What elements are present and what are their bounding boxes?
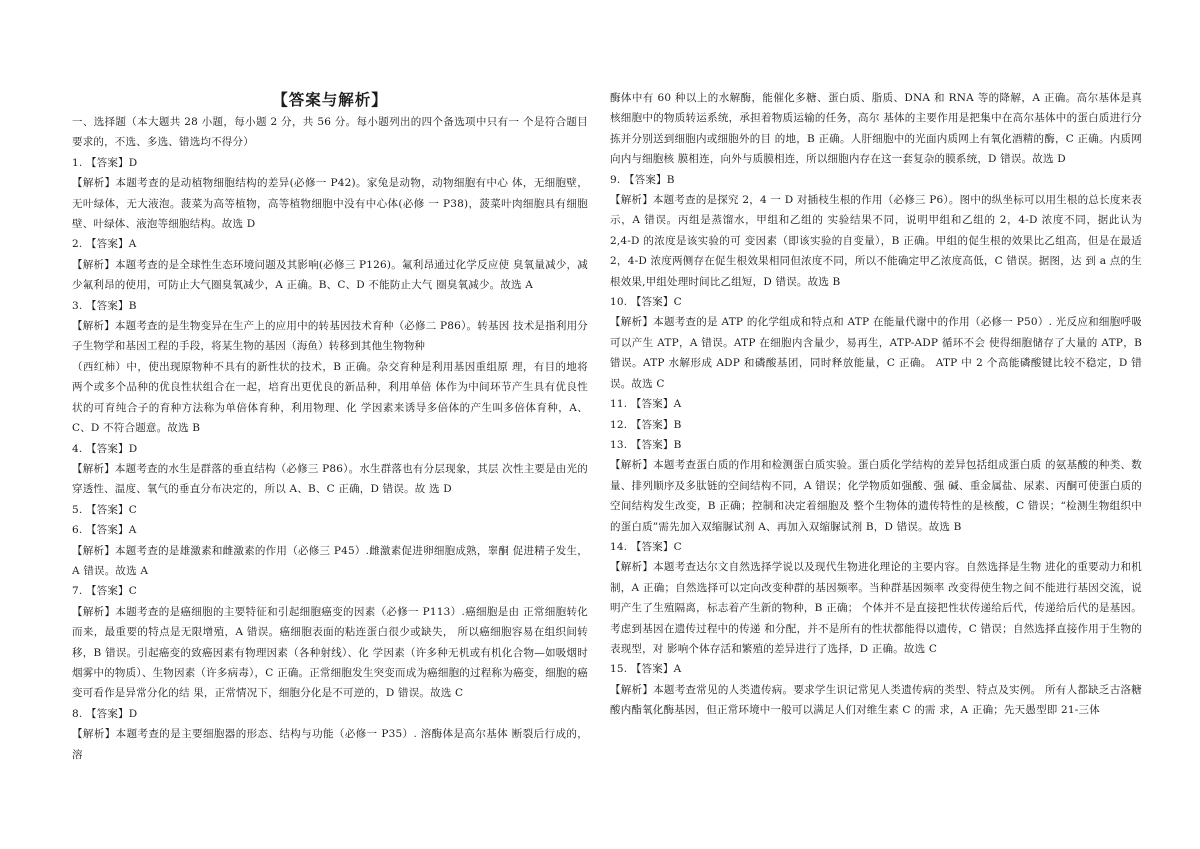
answer-line: 7. 【答案】C — [72, 585, 137, 598]
explanation-paragraph: 【解析】本题考查的是全球性生态环境问题及其影响(必修三 P126)。氟利昂通过化学反应使 臭氧量减少，减少氟利昂的使用，可防止大气圈臭氧减少，A 正确。B、C、D 不能防止大气 圈臭氧减少。故选 A — [72, 258, 588, 292]
answer-line: 9. 【答案】B — [610, 173, 675, 186]
explanation-paragraph: 酶体中有 60 种以上的水解酶，能催化多糖、蛋白质、脂质、DNA 和 RNA 等的降解，A 正确。高尔基体是真核细胞中的物质转运系统，承担着物质运输的任务，高尔 基体的主要作用是把集中在高尔基体中的蛋白质进行分拣并分别送到细胞内或细胞外的目 的地，B 正确。人肝细胞中的光面内质网上有氧化酒精的酶，C 正确。内质网向内与细胞核 膜相连，向外与质膜相连，所以细胞内存在这一套复杂的膜系统，D 错误。故选 D — [610, 92, 1142, 166]
explanation-paragraph: 【解析】本题考查的是探究 2，4 一 D 对插枝生根的作用（必修三 P6）。图中的纵坐标可以用生根的总长度来表示，A 错误。丙组是蒸馏水，甲组和乙组的 实验结果不同，说明甲组和乙组的 2，4-D 浓度不同，据此认为 2,4-D 的浓度是该实验的可 变因素（即该实验的自变量），B 正确。甲组的促生根的效果比乙组高，但是在最适 2，4-D 浓度两侧存在促生根效果相同但浓度不同，所以不能确定甲乙浓度高低，C 错误。据图，达 到 a 点的生根效果,甲组处理时间比乙组短，D 错误。故选 B — [610, 194, 1142, 288]
left-column — [72, 88, 588, 765]
explanation-paragraph: 【解析】本题考查的是主要细胞器的形态、结构与功能（必修一 P35）. 溶酶体是高尔基体 断裂后行成的，溶 — [72, 728, 588, 761]
answer-line: 10. 【答案】C — [610, 296, 682, 309]
explanation-paragraph: 【解析】本题考查蛋白质的作用和检测蛋白质实验。蛋白质化学结构的差异包括组成蛋白质 的氨基酸的种类、数量、排列顺序及多肽链的空间结构不同，A 错误；化学物质如强酸、强 碱、重金属盐、尿素、丙酮可使蛋白质的空间结构发生改变，B 正确；控制和决定着细胞及 整个生物体的遗传特性的是核酸，C 错误；“检测生物组织中的蛋白质”需先加入双缩脲试剂 A、再加入双缩脲试剂 B，D 错误。故选 B — [610, 459, 1142, 533]
explanation-paragraph: 【解析】本题考查的是动植物细胞结构的差异(必修一 P42)。家兔是动物，动物细胞有中心 体，无细胞壁，无叶绿体，无大液泡。菠菜为高等植物，高等植物细胞中没有中心体(必修 一 P38)，菠菜叶肉细胞具有细胞壁、叶绿体、液泡等细胞结构。故选 D — [72, 177, 588, 231]
answer-line: 5. 【答案】C — [72, 503, 137, 516]
explanation-paragraph: 【解析】本题考查的是雄激素和雌激素的作用（必修三 P45）.雌激素促进卵细胞成熟，睾酮 促进精子发生，A 错误。故选 A — [72, 544, 588, 577]
answer-line: 13. 【答案】B — [610, 438, 682, 451]
explanation-paragraph: （西红柿）中，使出现原物种不具有的新性状的技术，B 正确。杂交育种是利用基因重组原 理，有目的地将两个或多个品种的优良性状组合在一起，培育出更优良的新品种，利用单倍 体作为中间环节产生具有优良性状的可育纯合子的育种方法称为单倍体育种，利用物理、化 学因素来诱导多倍体的产生叫多倍体育种，A、C、D 不符合题意。故选 B — [72, 360, 588, 435]
right-column — [610, 88, 1142, 721]
explanation-paragraph: 【解析】本题考查的是生物变异在生产上的应用中的转基因技术育种（必修二 P86）。转基因 技术是指利用分子生物学和基因工程的手段，将某生物的基因（海鱼）转移到其他生物物种 — [72, 320, 588, 353]
answer-line: 1. 【答案】D — [72, 156, 138, 169]
answer-line: 14. 【答案】C — [610, 540, 682, 553]
answer-line: 15. 【答案】A — [610, 663, 682, 676]
section-heading: 一、选择题（本大题共 28 小题，每小题 2 分，共 56 分。每小题列出的四个备选项中只有一 个是符合题目要求的，不选、多选、错选均不得分） — [72, 116, 588, 149]
page-title: 【答案与解析】 — [272, 91, 388, 109]
explanation-paragraph: 【解析】本题考查达尔文自然选择学说以及现代生物进化理论的主要内容。自然选择是生物 进化的重要动力和机制，A 正确；自然选择可以定向改变种群的基因频率。当种群基因频率 改变得使生物之间不能进行基因交流，说明产生了生殖隔离，标志着产生新的物种，B 正确； 个体并不是直接把性状传递给后代，传递给后代的是基因。考虑到基因在遗传过程中的传递 和分配，并不是所有的性状都能得以遗传，C 错误；自然选择直接作用于生物的表现型，对 影响个体存活和繁殖的差异进行了选择，D 正确。故选 C — [610, 561, 1142, 655]
answer-line: 4. 【答案】D — [72, 442, 138, 455]
answer-line: 2. 【答案】A — [72, 238, 137, 251]
answer-line: 8. 【答案】D — [72, 707, 138, 720]
answer-line: 6. 【答案】A — [72, 524, 137, 537]
answer-line: 11. 【答案】A — [610, 398, 682, 411]
answer-line: 3. 【答案】B — [72, 299, 137, 312]
answer-line: 12. 【答案】B — [610, 418, 682, 431]
explanation-paragraph: 【解析】本题考查的水生是群落的垂直结构（必修三 P86）。水生群落也有分层现象，其层 次性主要是由光的穿透性、温度、氧气的垂直分布决定的，所以 A、B、C 正确，D 错误。故 选 D — [72, 462, 588, 496]
explanation-paragraph: 【解析】本题考查的是 ATP 的化学组成和特点和 ATP 在能量代谢中的作用（必修一 P50）. 光反应和细胞呼吸可以产生 ATP，A 错误。ATP 在细胞内含量少，易再生，ATP-ADP 循环不会 使得细胞储存了大量的 ATP，B 错误。ATP 水解形成 ADP 和磷酸基团，同时释放能量，C 正确。 ATP 中 2 个高能磷酸键比较不稳定，D 错误。故选 C — [610, 316, 1142, 390]
explanation-paragraph: 【解析】本题考查常见的人类遗传病。要求学生识记常见人类遗传病的类型、特点及实例。 所有人都缺乏古洛糖酸内酯氧化酶基因，但正常环境中一般可以满足人们对维生素 C 的需 求，A 正确；先天愚型即 21-三体 — [610, 683, 1142, 717]
explanation-paragraph: 【解析】本题考查的是癌细胞的主要特征和引起细胞癌变的因素（必修一 P113）.癌细胞是由 正常细胞转化而来，最重要的特点是无限增殖，A 错误。癌细胞表面的粘连蛋白很少或缺失， 所以癌细胞容易在组织间转移，B 错误。引起癌变的致癌因素有物理因素（各种射线）、化 学因素（许多种无机或有机化合物—如吸烟时烟雾中的物质）、生物因素（许多病毒），C 正确。正常细胞发生突变而成为癌细胞的过程称为癌变，细胞的癌变可看作是异常分化的结 果，正常情况下，细胞分化是不可逆的，D 错误。故选 C — [72, 605, 588, 700]
